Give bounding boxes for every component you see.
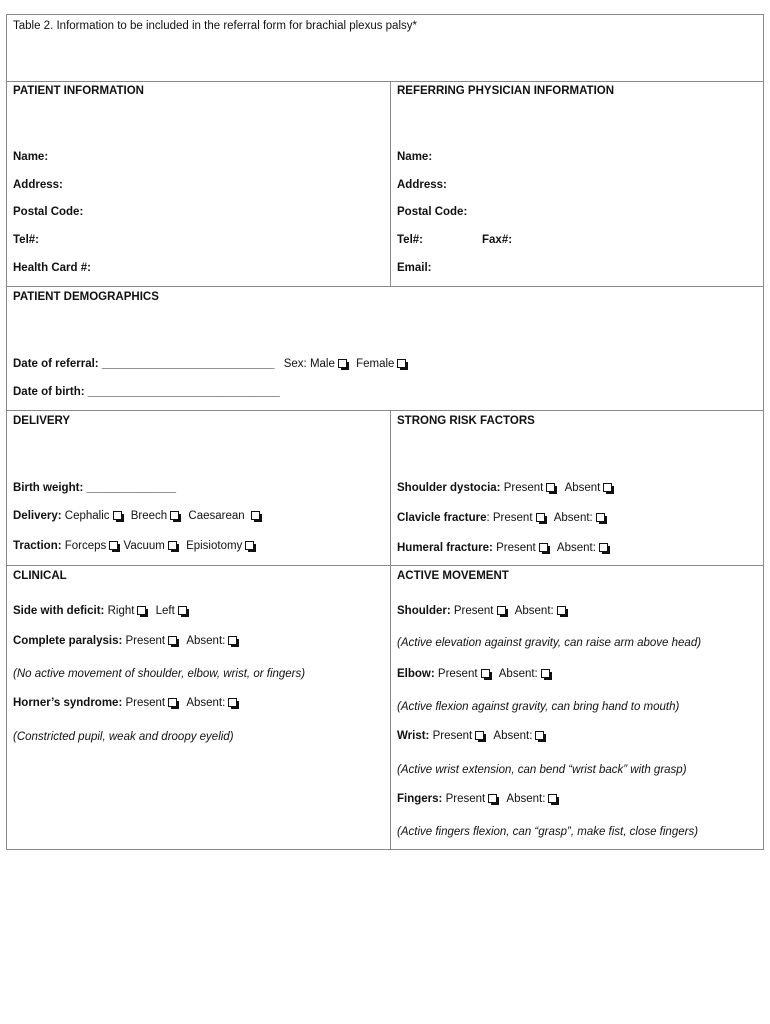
row-divider [7, 410, 763, 411]
patient-info-heading: PATIENT INFORMATION [13, 85, 144, 97]
patient-postal-label[interactable]: Postal Code: [13, 206, 84, 218]
caesarean-label: Caesarean [188, 510, 245, 522]
wrist-absent-label: Absent: [493, 730, 533, 742]
patient-name-label[interactable]: Name: [13, 151, 49, 163]
fingers-present-label: Present [445, 793, 486, 805]
paralysis-absent-checkbox[interactable] [228, 636, 237, 645]
demographics-heading: PATIENT DEMOGRAPHICS [13, 291, 159, 303]
date-of-referral-field[interactable] [13, 357, 408, 371]
male-checkbox[interactable] [338, 359, 347, 368]
breech-label: Breech [130, 510, 168, 522]
cephalic-checkbox[interactable] [113, 511, 122, 520]
row-divider [7, 565, 763, 566]
side-deficit-label: Side with deficit: [13, 605, 105, 617]
fingers-present-checkbox[interactable] [488, 794, 497, 803]
elbow-present-label: Present [437, 668, 478, 680]
patient-tel-label[interactable]: Tel#: [13, 234, 39, 246]
delivery-heading: DELIVERY [13, 415, 71, 427]
complete-paralysis-label: Complete paralysis: [13, 635, 123, 647]
shoulder-dystocia-present-label: Present [503, 482, 544, 494]
clavicle-present-checkbox[interactable] [536, 513, 545, 522]
horner-syndrome-label: Horner’s syndrome: [13, 697, 123, 709]
vacuum-checkbox[interactable] [168, 541, 177, 550]
horner-present-label: Present [125, 697, 166, 709]
fingers-absent-checkbox[interactable] [548, 794, 557, 803]
referral-form-table [6, 14, 764, 850]
complete-paralysis-row [13, 634, 239, 648]
physician-fax-label[interactable]: Fax#: [482, 234, 513, 246]
elbow-note: (Active flexion against gravity, can bring hand to mouth) [397, 701, 680, 713]
episiotomy-checkbox[interactable] [245, 541, 254, 550]
clavicle-present-label: : Present [486, 512, 533, 524]
sex-label: Sex: Male [283, 358, 335, 370]
table-title: Table 2. Information to be included in the referral form for brachial plexus palsy* [13, 20, 417, 32]
physician-address-label[interactable]: Address: [397, 179, 447, 191]
vacuum-label: Vacuum [123, 540, 165, 552]
row-divider [7, 286, 763, 287]
column-divider [390, 410, 391, 850]
humeral-absent-checkbox[interactable] [599, 543, 608, 552]
delivery-label: Delivery: [13, 510, 62, 522]
shoulder-dystocia-absent-label: Absent [564, 482, 601, 494]
horner-present-checkbox[interactable] [168, 698, 177, 707]
wrist-present-label: Present [432, 730, 473, 742]
delivery-row [13, 509, 262, 523]
right-checkbox[interactable] [137, 606, 146, 615]
shoulder-present-checkbox[interactable] [497, 606, 506, 615]
wrist-present-checkbox[interactable] [475, 731, 484, 740]
horner-absent-label: Absent: [186, 697, 226, 709]
shoulder-movement-label: Shoulder: [397, 605, 451, 617]
horner-note: (Constricted pupil, weak and droopy eyelid) [13, 731, 234, 743]
fingers-movement-row [397, 792, 559, 806]
shoulder-dystocia-label: Shoulder dystocia: [397, 482, 501, 494]
clavicle-fracture-label: Clavicle fracture [397, 512, 487, 524]
date-of-birth-field[interactable]: Date of birth: ______________________________ [13, 386, 280, 398]
physician-postal-label[interactable]: Postal Code: [397, 206, 468, 218]
episiotomy-label: Episiotomy [186, 540, 243, 552]
caesarean-checkbox[interactable] [251, 511, 260, 520]
elbow-movement-label: Elbow: [397, 668, 435, 680]
shoulder-dystocia-absent-checkbox[interactable] [603, 483, 612, 492]
elbow-absent-checkbox[interactable] [541, 669, 550, 678]
left-label: Left [155, 605, 175, 617]
fingers-movement-label: Fingers: [397, 793, 443, 805]
shoulder-absent-label: Absent: [514, 605, 554, 617]
traction-row [13, 539, 256, 553]
row-divider [7, 81, 763, 82]
wrist-movement-label: Wrist: [397, 730, 430, 742]
wrist-movement-row [397, 729, 546, 743]
clinical-heading: CLINICAL [13, 570, 67, 582]
paralysis-note: (No active movement of shoulder, elbow, wrist, or fingers) [13, 668, 306, 680]
fingers-note: (Active fingers flexion, can “grasp”, make fist, close fingers) [397, 826, 699, 838]
forceps-checkbox[interactable] [109, 541, 118, 550]
elbow-present-checkbox[interactable] [481, 669, 490, 678]
physician-tel-label[interactable]: Tel#: [397, 234, 423, 246]
elbow-movement-row [397, 667, 552, 681]
female-checkbox[interactable] [397, 359, 406, 368]
left-checkbox[interactable] [178, 606, 187, 615]
wrist-absent-checkbox[interactable] [535, 731, 544, 740]
date-of-referral-label: Date of referral: ___________________________ [13, 358, 275, 370]
horner-absent-checkbox[interactable] [228, 698, 237, 707]
paralysis-present-label: Present [125, 635, 166, 647]
paralysis-absent-label: Absent: [186, 635, 226, 647]
clavicle-absent-label: Absent: [553, 512, 593, 524]
shoulder-note: (Active elevation against gravity, can raise arm above head) [397, 637, 702, 649]
humeral-present-checkbox[interactable] [539, 543, 548, 552]
right-label: Right [107, 605, 135, 617]
shoulder-absent-checkbox[interactable] [557, 606, 566, 615]
clavicle-fracture-row [397, 511, 607, 525]
patient-health-card-label[interactable]: Health Card #: [13, 262, 91, 274]
physician-name-label[interactable]: Name: [397, 151, 433, 163]
risk-factors-heading: STRONG RISK FACTORS [397, 415, 535, 427]
humeral-fracture-label: Humeral fracture: [397, 542, 493, 554]
active-movement-heading: ACTIVE MOVEMENT [397, 570, 509, 582]
humeral-present-label: Present [496, 542, 536, 554]
clavicle-absent-checkbox[interactable] [596, 513, 605, 522]
traction-label: Traction: [13, 540, 62, 552]
patient-address-label[interactable]: Address: [13, 179, 63, 191]
physician-email-label[interactable]: Email: [397, 262, 432, 274]
column-divider [390, 81, 391, 286]
forceps-label: Forceps [64, 540, 107, 552]
paralysis-present-checkbox[interactable] [168, 636, 177, 645]
wrist-note: (Active wrist extension, can bend “wrist back” with grasp) [397, 764, 687, 776]
physician-info-heading: REFERRING PHYSICIAN INFORMATION [397, 85, 615, 97]
shoulder-dystocia-row [397, 481, 614, 495]
shoulder-present-label: Present [453, 605, 494, 617]
cephalic-label: Cephalic [64, 510, 110, 522]
shoulder-movement-row [397, 604, 568, 618]
side-deficit-row [13, 604, 189, 618]
breech-checkbox[interactable] [170, 511, 179, 520]
birth-weight-field[interactable]: Birth weight: ______________ [13, 482, 177, 494]
female-label: Female [356, 358, 395, 370]
horner-syndrome-row [13, 696, 239, 710]
shoulder-dystocia-present-checkbox[interactable] [546, 483, 555, 492]
elbow-absent-label: Absent: [498, 668, 538, 680]
humeral-fracture-row [397, 541, 610, 555]
fingers-absent-label: Absent: [506, 793, 546, 805]
humeral-absent-label: Absent: [556, 542, 596, 554]
